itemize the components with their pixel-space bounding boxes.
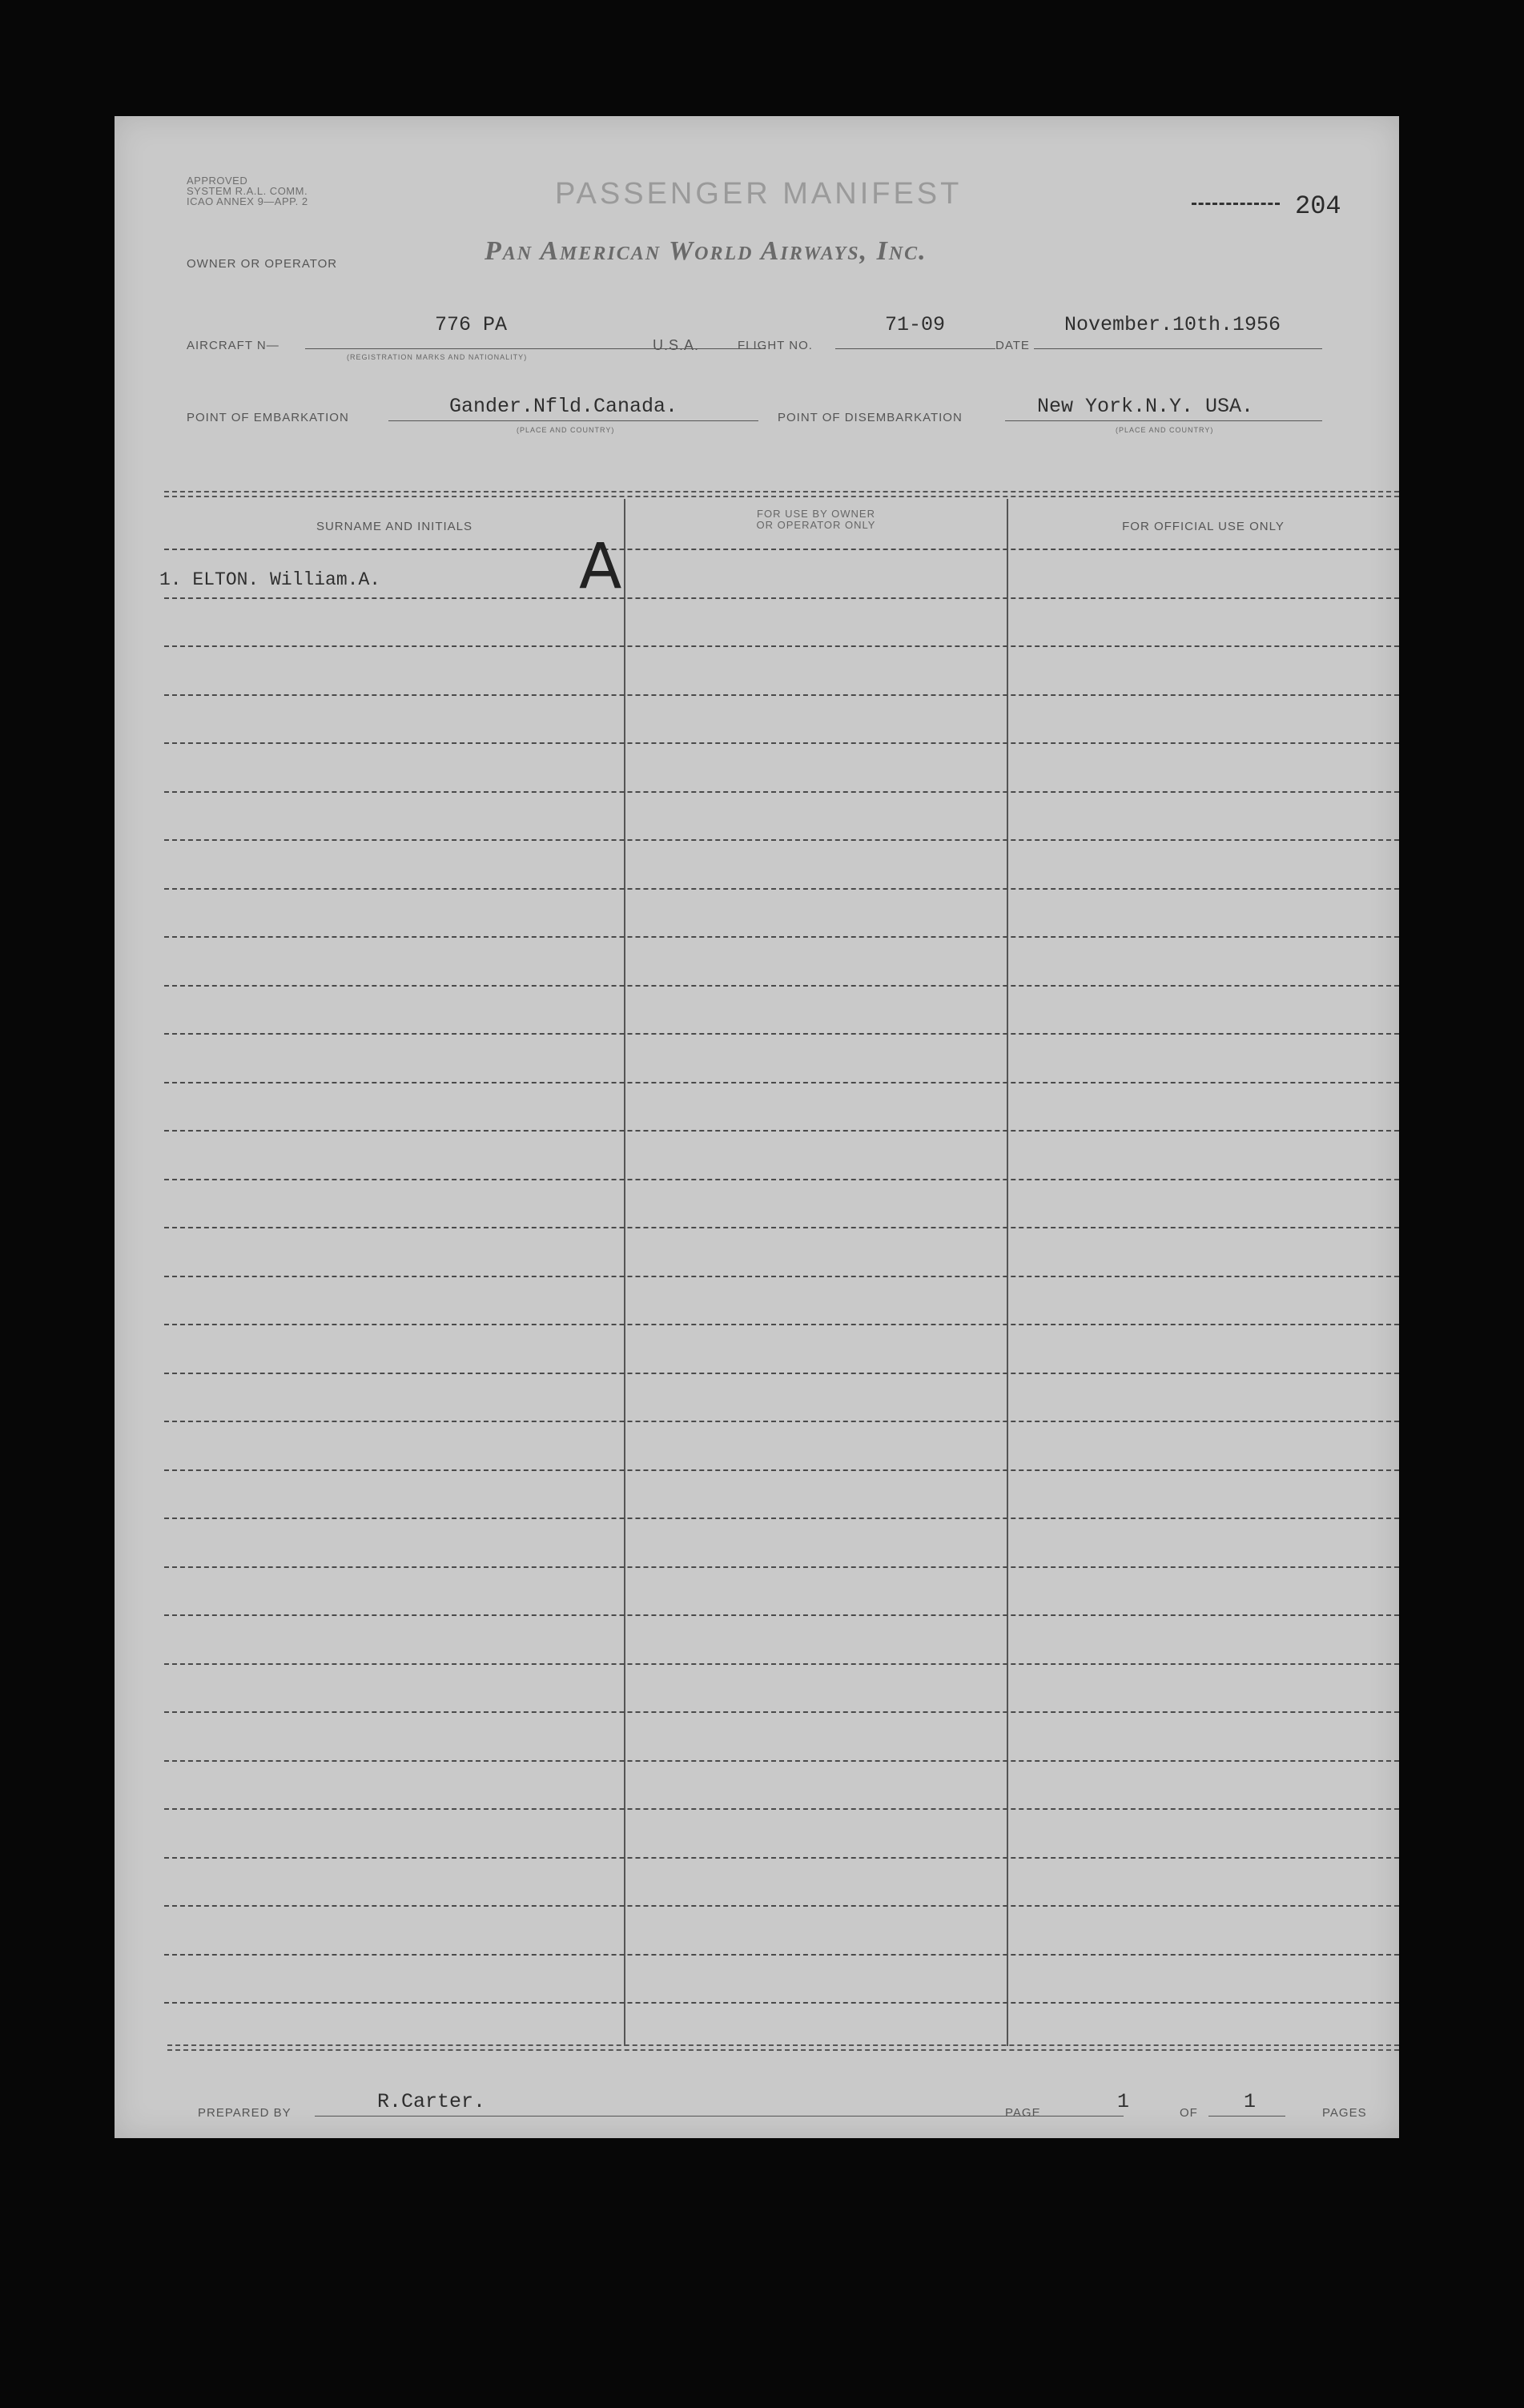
manifest-row-line <box>164 1421 1399 1422</box>
date-label: DATE <box>995 339 1030 352</box>
handwritten-mark: A <box>579 531 622 603</box>
table-top-rule-1 <box>164 491 1399 492</box>
column-divider-1 <box>624 499 625 2046</box>
manifest-row-line <box>164 985 1399 987</box>
aircraft-country: U.S.A. <box>653 337 700 353</box>
manifest-row-line <box>164 1566 1399 1568</box>
of-value: 1 <box>1244 2090 1257 2113</box>
manifest-row-line <box>164 1179 1399 1180</box>
flight-label: FLIGHT NO. <box>738 339 813 352</box>
pages-label: PAGES <box>1322 2106 1367 2120</box>
manifest-row-line <box>164 888 1399 890</box>
manifest-row-line <box>164 1614 1399 1616</box>
manifest-row-line <box>164 1373 1399 1374</box>
manifest-row-line <box>164 1905 1399 1907</box>
manifest-row-line <box>164 1033 1399 1035</box>
column-header-owner-use-2: OR OPERATOR ONLY <box>756 519 876 531</box>
manifest-row-line <box>164 1857 1399 1859</box>
prepared-by-underline <box>315 2116 1124 2117</box>
of-underline <box>1208 2116 1285 2117</box>
date-value: November.10th.1956 <box>1064 313 1281 336</box>
manifest-row-line <box>164 1130 1399 1132</box>
passenger-entry: 1. ELTON. William.A. <box>159 569 381 590</box>
manifest-row-line <box>164 645 1399 647</box>
approval-line-1: APPROVED <box>187 175 248 187</box>
manifest-row-line <box>164 791 1399 793</box>
disembarkation-underline <box>1005 420 1322 421</box>
manifest-row-line <box>164 1469 1399 1471</box>
prepared-by-label: PREPARED BY <box>198 2106 292 2120</box>
page-value: 1 <box>1117 2090 1130 2113</box>
embarkation-value: Gander.Nfld.Canada. <box>449 395 678 418</box>
owner-label: OWNER OR OPERATOR <box>187 257 338 271</box>
manifest-row-line <box>164 694 1399 696</box>
column-divider-2 <box>1007 499 1008 2046</box>
manifest-row-line <box>164 1324 1399 1325</box>
manifest-row-line <box>164 1518 1399 1519</box>
manifest-row-line <box>164 1711 1399 1713</box>
date-underline <box>1034 348 1322 349</box>
approval-line-3: ICAO ANNEX 9—APP. 2 <box>187 195 308 207</box>
manifest-row-line <box>164 1227 1399 1228</box>
prepared-by-value: R.Carter. <box>377 2090 486 2113</box>
table-top-rule-2 <box>164 496 1399 497</box>
table-bottom-rule-2 <box>167 2049 1399 2051</box>
manifest-row-line <box>164 2002 1399 2004</box>
manifest-row-line <box>164 1276 1399 1277</box>
disembarkation-sublabel: (PLACE AND COUNTRY) <box>1116 426 1214 434</box>
manifest-row-line <box>164 1808 1399 1810</box>
column-header-official: FOR OFFICIAL USE ONLY <box>1122 520 1285 533</box>
table-bottom-rule-1 <box>167 2044 1399 2046</box>
manifest-row-line <box>164 839 1399 841</box>
manifest-row-line <box>164 1663 1399 1665</box>
manifest-row-line <box>164 549 1399 550</box>
column-header-surname: SURNAME AND INITIALS <box>316 520 473 533</box>
company-name: Pan American World Airways, Inc. <box>485 236 927 266</box>
manifest-row-line <box>164 1082 1399 1083</box>
approval-line-2: SYSTEM R.A.L. COMM. <box>187 185 308 197</box>
page-label: PAGE <box>1005 2106 1041 2120</box>
embarkation-label: POINT OF EMBARKATION <box>187 411 349 424</box>
page-stamp-number: 204 <box>1295 191 1341 221</box>
flight-value: 71-09 <box>885 313 946 336</box>
column-header-owner-use-1: FOR USE BY OWNER <box>757 508 875 520</box>
manifest-row-line <box>164 1954 1399 1956</box>
aircraft-sublabel: (REGISTRATION MARKS AND NATIONALITY) <box>347 353 528 361</box>
manifest-row-line <box>164 936 1399 938</box>
flight-underline <box>835 348 995 349</box>
manifest-row-line <box>164 742 1399 744</box>
aircraft-value: 776 PA <box>435 313 508 336</box>
manifest-sheet <box>115 116 1399 2138</box>
disembarkation-label: POINT OF DISEMBARKATION <box>778 411 963 424</box>
embarkation-underline <box>388 420 758 421</box>
page-stamp-underline <box>1192 203 1280 205</box>
manifest-row-line <box>164 1760 1399 1762</box>
aircraft-label: AIRCRAFT N— <box>187 339 279 352</box>
of-label: OF <box>1180 2106 1198 2120</box>
form-title: PASSENGER MANIFEST <box>555 177 963 211</box>
page-underline <box>1052 2116 1124 2117</box>
disembarkation-value: New York.N.Y. USA. <box>1037 395 1254 418</box>
manifest-row-line <box>164 597 1399 599</box>
embarkation-sublabel: (PLACE AND COUNTRY) <box>517 426 615 434</box>
